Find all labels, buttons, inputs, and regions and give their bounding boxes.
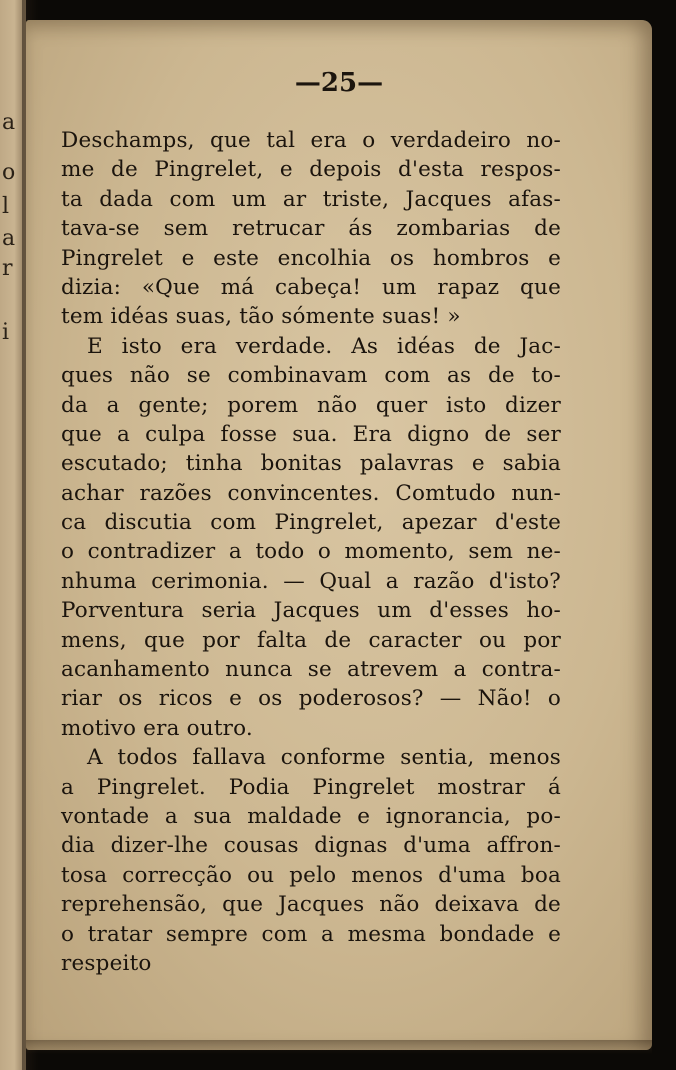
text-line: o tratar sempre com a mesma bondade e [61,921,561,947]
text-line: me de Pingrelet, e depois d'esta respos- [61,157,561,183]
text-line: nhuma cerimonia. — Qual a razão d'isto? [61,568,561,594]
adjacent-page-letter: o [2,160,16,185]
text-line: reprehensão, que Jacques não deixava de [61,892,561,918]
page-number: —25— [294,68,384,98]
text-line: ca discutia com Pingrelet, apezar d'este [61,510,561,536]
text-line: Deschamps, que tal era o verdadeiro no- [61,128,561,153]
text-line: Porventura seria Jacques um d'esses ho- [61,598,561,624]
text-line: ques não se combinavam com as de to- [61,363,561,389]
text-line: vontade a sua maldade e ignorancia, po- [61,803,561,829]
body-text [61,126,561,978]
text-line: tava-se sem retrucar ás zombarias de [61,216,561,242]
text-line: Pingrelet e este encolhia os hombros e [61,245,561,271]
text-line: a Pingrelet. Podia Pingrelet mostrar á [61,774,561,800]
text-line: A todos fallava conforme sentia, menos [87,745,561,771]
book-page [26,20,652,1050]
text-line: respeito [61,950,152,976]
text-line: mens, que por falta de caracter ou por [61,627,561,653]
text-line: riar os ricos e os poderosos? — Não! o [61,686,561,712]
text-line: motivo era outro. [61,715,253,741]
text-line: achar razões convincentes. Comtudo nun- [61,480,561,506]
adjacent-page-letter: r [2,256,13,281]
adjacent-page-letter: a [2,110,16,135]
text-line: dizia: «Que má cabeça! um rapaz que [61,274,561,300]
adjacent-page-letter: a [2,226,16,251]
text-line: E isto era verdade. As idéas de Jac- [87,333,561,359]
text-line: da a gente; porem não quer isto dizer [61,392,561,418]
text-line: que a culpa fosse sua. Era digno de ser [61,421,561,447]
text-line: tosa correcção ou pelo menos d'uma boa [61,862,561,888]
text-line: escutado; tinha bonitas palavras e sabia [61,451,561,477]
text-line: dia dizer-lhe cousas dignas d'uma affron- [61,833,561,859]
page-bottom-shadow [26,1040,652,1054]
text-line: tem idéas suas, tão sómente suas! » [61,304,461,330]
text-line: acanhamento nunca se atrevem a contra- [61,657,561,683]
text-line: ta dada com um ar triste, Jacques afas- [61,186,561,212]
adjacent-page-letter: i [2,320,10,345]
text-line: o contradizer a todo o momento, sem ne- [61,539,561,565]
adjacent-page-letter: l [2,194,10,219]
